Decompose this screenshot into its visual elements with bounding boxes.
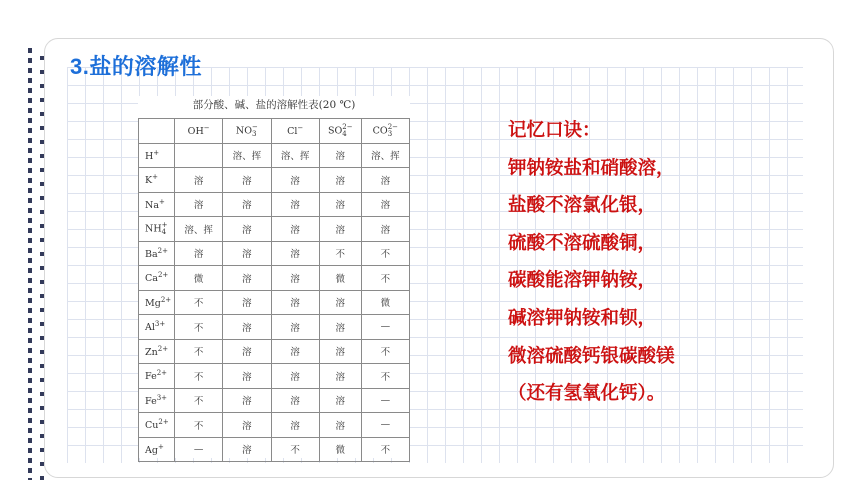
solubility-cell: —	[361, 413, 409, 438]
mnemonic-line: （还有氢氧化钙）。	[508, 383, 666, 405]
table-row	[139, 241, 410, 266]
cation-cell: Ag+	[139, 437, 175, 462]
solubility-cell: 微	[319, 266, 361, 291]
solubility-cell: 微	[361, 290, 409, 315]
table-row	[139, 437, 410, 462]
solubility-cell: 不	[175, 290, 223, 315]
solubility-cell: 溶	[361, 192, 409, 217]
solubility-cell: 溶	[319, 388, 361, 413]
solubility-cell: 不	[361, 437, 409, 462]
table-row	[139, 266, 410, 291]
cation-cell: $Fe^{3+}$	[139, 388, 175, 413]
solubility-cell: 溶	[223, 413, 271, 438]
table-header-row	[139, 119, 410, 144]
table-row	[139, 413, 410, 438]
cation-cell: $Zn^{2+}$	[139, 339, 175, 364]
solubility-cell: 溶	[271, 241, 319, 266]
solubility-table-figure	[138, 96, 410, 458]
mnemonic-line: 钾钠铵盐和硝酸溶，	[508, 157, 675, 179]
solubility-cell: 溶	[361, 217, 409, 242]
solubility-cell: 不	[175, 315, 223, 340]
solubility-cell: 不	[361, 339, 409, 364]
mnemonic-title: 记忆口诀：	[508, 120, 601, 141]
mnemonic-line: 盐酸不溶氯化银，	[508, 195, 657, 217]
mnemonic-line: 碱溶钾钠铵和钡，	[508, 307, 657, 329]
table-row	[139, 339, 410, 364]
mnemonic-line: 碳酸能溶钾钠铵，	[508, 270, 657, 292]
anion-header-4: CO 2− 3	[361, 119, 409, 144]
solubility-cell: 不	[175, 413, 223, 438]
solubility-cell: 溶	[223, 192, 271, 217]
solubility-cell: 溶	[319, 413, 361, 438]
solubility-cell: 溶	[223, 339, 271, 364]
cation-cell: $Ca^{2+}$	[139, 266, 175, 291]
solubility-cell: 溶	[271, 388, 319, 413]
solubility-cell: 溶	[319, 290, 361, 315]
table-row	[139, 143, 410, 168]
cation-cell: NH + 4	[139, 217, 175, 242]
cation-cell: K+	[139, 168, 175, 193]
solubility-cell: 溶	[271, 290, 319, 315]
cation-cell: $Fe^{2+}$	[139, 364, 175, 389]
solubility-cell: 溶	[319, 339, 361, 364]
solubility-cell: 微	[319, 437, 361, 462]
solubility-cell: 溶、挥	[175, 217, 223, 242]
solubility-cell: 溶	[319, 168, 361, 193]
anion-header-3: SO 2− 4	[319, 119, 361, 144]
mnemonic-block	[508, 112, 818, 413]
table-row	[139, 168, 410, 193]
table-row	[139, 315, 410, 340]
cation-cell: $Ba^{2+}$	[139, 241, 175, 266]
table-caption: 部分酸、碱、盐的溶解性表(20 ℃)	[192, 99, 356, 111]
solubility-cell	[175, 143, 223, 168]
solubility-cell: 溶	[175, 168, 223, 193]
solubility-cell: 溶	[271, 168, 319, 193]
solubility-cell: 溶	[319, 217, 361, 242]
anion-header-0: OH−	[175, 119, 223, 144]
solubility-cell: 不	[175, 364, 223, 389]
cation-cell: Na+	[139, 192, 175, 217]
solubility-cell: 不	[175, 339, 223, 364]
solubility-cell: 溶	[223, 290, 271, 315]
solubility-cell: 不	[175, 388, 223, 413]
anion-header-2: Cl−	[271, 119, 319, 144]
cation-cell: $Mg^{2+}$	[139, 290, 175, 315]
mnemonic-line: 微溶硫酸钙银碳酸镁	[508, 345, 675, 367]
table-row	[139, 192, 410, 217]
solubility-cell: 溶	[223, 266, 271, 291]
mnemonic-line: 硫酸不溶硫酸铜，	[508, 232, 657, 254]
solubility-cell: —	[361, 315, 409, 340]
anion-header-1: NO − 3	[223, 119, 271, 144]
solubility-cell: 溶	[223, 315, 271, 340]
solubility-cell: 溶	[271, 192, 319, 217]
solubility-cell: 溶	[319, 192, 361, 217]
solubility-cell: 溶	[361, 168, 409, 193]
solubility-cell: 溶	[271, 217, 319, 242]
binding-stitch-left	[28, 48, 32, 480]
solubility-cell: 溶	[223, 437, 271, 462]
solubility-cell: 不	[319, 241, 361, 266]
table-row	[139, 217, 410, 242]
solubility-cell: 不	[361, 266, 409, 291]
solubility-cell: 溶	[271, 315, 319, 340]
cation-cell: H+	[139, 143, 175, 168]
solubility-table	[138, 118, 410, 462]
solubility-cell: —	[361, 388, 409, 413]
header-corner-cell	[139, 119, 175, 144]
solubility-cell: 溶	[271, 339, 319, 364]
solubility-cell: 不	[361, 241, 409, 266]
solubility-cell: 不	[271, 437, 319, 462]
solubility-cell: 溶	[271, 413, 319, 438]
solubility-cell: 溶、挥	[271, 143, 319, 168]
section-heading: 3.盐的溶解性	[70, 54, 202, 79]
solubility-cell: 溶	[271, 266, 319, 291]
cation-cell: $Al^{3+}$	[139, 315, 175, 340]
solubility-cell: 溶	[223, 388, 271, 413]
table-row	[139, 388, 410, 413]
solubility-cell: 溶	[271, 364, 319, 389]
solubility-cell: 溶	[175, 192, 223, 217]
solubility-cell: 溶	[223, 241, 271, 266]
solubility-cell: 溶	[175, 241, 223, 266]
solubility-cell: 溶	[319, 315, 361, 340]
solubility-cell: 溶	[319, 143, 361, 168]
solubility-cell: 溶	[223, 364, 271, 389]
solubility-cell: 溶	[319, 364, 361, 389]
solubility-cell: 溶、挥	[361, 143, 409, 168]
solubility-cell: 溶	[223, 168, 271, 193]
solubility-cell: —	[175, 437, 223, 462]
table-row	[139, 290, 410, 315]
solubility-cell: 不	[361, 364, 409, 389]
mnemonic-lines	[508, 150, 818, 413]
solubility-cell: 微	[175, 266, 223, 291]
table-row	[139, 364, 410, 389]
cation-cell: $Cu^{2+}$	[139, 413, 175, 438]
solubility-cell: 溶	[223, 217, 271, 242]
solubility-cell: 溶、挥	[223, 143, 271, 168]
